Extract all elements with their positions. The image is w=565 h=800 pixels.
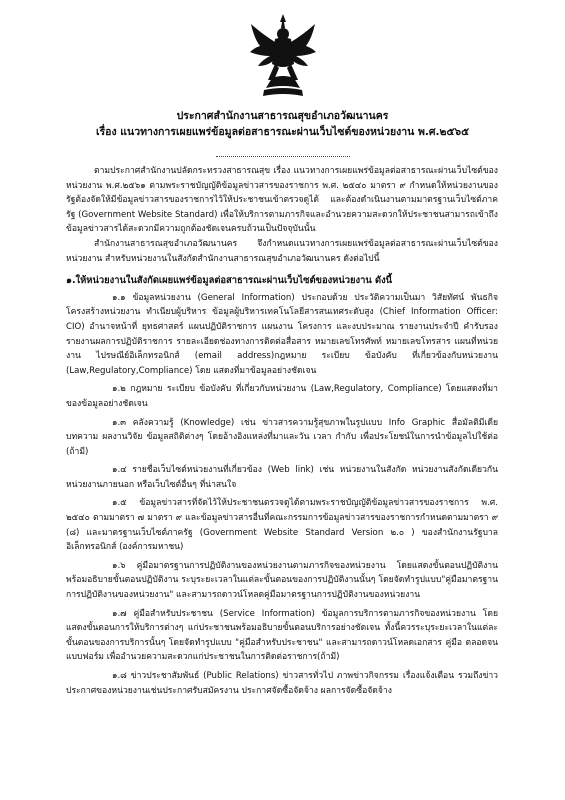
garuda-emblem-icon bbox=[248, 12, 318, 98]
item-1-5: ๑.๕ ข้อมูลข่าวสารที่จัดไว้ให้ประชาชนตรวจดูได้ตามพระราชบัญญัติข้อมูลข่าวสารของราชการ พ.ศ. ๒๕๔๐ ตามมาตรา ๗ มาตรา ๙ และข้อมูลข่าวสารอื่นที่คณะกรรมการข้อมูลข่าวสารของราชการกำหนดตามมาตรา ๙ (๘) และมาตรฐานเว็บไซต์ภาครัฐ (Government Website Standard Version ๒.๐ ) ของสำนักงานรัฐบาลอิเล็กทรอนิกส์ (องค์การมหาชน) bbox=[66, 498, 498, 553]
item-1-2: ๑.๒ กฎหมาย ระเบียบ ข้อบังคับ ที่เกี่ยวกับหน่วยงาน (Law,Regulatory, Compliance) โดยแสดงที่มาของข้อมูลอย่างชัดเจน bbox=[66, 384, 498, 409]
item-1-4: ๑.๔ รายชื่อเว็บไซต์หน่วยงานที่เกี่ยวข้อง (Web link) เช่น หน่วยงานในสังกัด หน่วยงานสังกัดเดียวกัน หน่วยงานภายนอก หรือเว็บไซต์อื่นๆ ที่น่าสนใจ bbox=[66, 465, 498, 490]
item-1-7: ๑.๗ คู่มือสำหรับประชาชน (Service Information) ข้อมูลการบริการตามภารกิจของหน่วยงาน โดยแสดงขั้นตอนการให้บริการต่างๆ แก่ประชาชนพร้อมอธิบายขั้นตอนบริการอย่างชัดเจน ทั้งนี้ควรระบุระยะเวลาในแต่ละขั้นตอนของการบริการนั้นๆ โดยจัดทำรูปแบบ "คู่มือสำหรับประชาชน" และสามารถดาวน์โหลดเอกสาร คู่มือ ตลอดจนแบบฟอร์ม เพื่ออำนวยความสะดวกแก่ประชาชนในการติดต่อราชการ(ถ้ามี) bbox=[66, 608, 498, 663]
item-1-6: ๑.๖ คู่มือมาตรฐานการปฏิบัติงานของหน่วยงานตามภารกิจของหน่วยงาน โดยแสดงขั้นตอนปฏิบัติงานพร้อมอธิบายขั้นตอนปฏิบัติงาน ระบุระยะเวลาในแต่ละขั้นตอนของการปฏิบัติงานนั้นๆ โดยจัดทำรูปแบบ"คู่มือมาตรฐานการปฏิบัติงานของหน่วยงาน" และสามารถดาวน์โหลดคู่มือมาตรฐานการปฏิบัติงานของหน่วยงาน bbox=[66, 560, 498, 601]
announcement-title bbox=[0, 108, 565, 140]
title-line-2: เรื่อง แนวทางการเผยแพร่ข้อมูลต่อสาธารณะผ่านเว็บไซต์ของหน่วยงาน พ.ศ.๒๕๖๕ bbox=[95, 126, 470, 138]
intro-paragraph: ตามประกาศสำนักงานปลัดกระทรวงสาธารณสุข เรื่อง แนวทางการเผยแพร่ข้อมูลต่อสาธารณะผ่านเว็บไซต์ของหน่วยงาน พ.ศ.๒๕๖๑ ตามพระราชบัญญัติข้อมูลข่าวสารของราชการ พ.ศ. ๒๕๔๐ มาตรา ๙ กำหนดให้หน่วยงานของรัฐต้องจัดให้มีข้อมูลข่าวสารของราชการไว้ให้ประชาชนเข้าตรวจดูได้ และต้องดำเนินงานตามมาตรฐานเว็บไซต์ภาครัฐ (Government Website Standard) เพื่อให้บริการตามภารกิจและอำนวยความสะดวกให้ประชาชนสามารถเข้าถึงข้อมูลข่าวสารได้สะดวกมีความถูกต้องชัดเจนครบถ้วนเป็นปัจจุบันนั้น bbox=[66, 166, 498, 235]
title-line-1: ประกาศสำนักงานสาธารณสุขอำเภอวัฒนานคร bbox=[176, 110, 389, 122]
title-divider bbox=[216, 156, 350, 157]
item-1-8: ๑.๘ ข่าวประชาสัมพันธ์ (Public Relations) ข่าวสารทั่วไป ภาพข่าวกิจกรรม เรื่องแจ้งเตือน รวมถึงข่าวประกาศของหน่วยงานเช่นประกาศรับสมัครงาน ประกาศจัดซื้อจัดจ้าง ผลการจัดซื้อจัดจ้าง bbox=[66, 671, 498, 696]
document-body bbox=[66, 164, 498, 698]
section-heading-1: ๑.ให้หน่วยงานในสังกัดเผยแพร่ข้อมูลต่อสาธารณะผ่านเว็บไซต์ของหน่วยงาน ดังนี้ bbox=[66, 275, 393, 287]
item-1-1: ๑.๑ ข้อมูลหน่วยงาน (General Information) ประกอบด้วย ประวัติความเป็นมา วิสัยทัศน์ พันธกิจ โครงสร้างหน่วยงาน ทำเนียบผู้บริหาร ข้อมูลผู้บริหารเทคโนโลยีสารสนเทศระดับสูง (Chief Information Officer: CIO) อำนาจหน้าที่ ยุทธศาสตร์ แผนปฏิบัติราชการ แผนงาน โครงการ และงบประมาณ รายงานประจำปี คำรับรอง รายงานผลการปฏิบัติราชการ รายละเอียดช่องทางการติดต่อสื่อสาร หมายเลขโทรศัพท์ หมายเลขโทรสาร แผนที่หน่วยงาน ไปรษณีย์อิเล็กทรอนิกส์ (email address)กฎหมาย ระเบียบ ข้อบังคับ ที่เกี่ยวข้องกับหน่วยงาน (Law,Regulatory,Compliance) โดย แสดงที่มาข้อมูลอย่างชัดเจน bbox=[66, 292, 498, 376]
announcement-paragraph: สำนักงานสาธารณสุขอำเภอวัฒนานคร จึงกำหนดแนวทางการเผยแพร่ข้อมูลต่อสาธารณะผ่านเว็บไซต์ของหน่วยงาน สำหรับหน่วยงานในสังกัดสำนักงานสาธารณสุขอำเภอวัฒนานคร ดังต่อไปนี้ bbox=[66, 238, 498, 264]
item-1-3: ๑.๓ คลังความรู้ (Knowledge) เช่น ข่าวสารความรู้สุขภาพในรูปแบบ Info Graphic สื่อมัลติมีเดีย บทความ ผลงานวิจัย ข้อมูลสถิติต่างๆ โดยอ้างอิงแหล่งที่มาและวัน เวลา กำกับ เพื่อประโยชน์ในการนำข้อมูลไปใช้ต่อ (ถ้ามี) bbox=[66, 417, 498, 457]
